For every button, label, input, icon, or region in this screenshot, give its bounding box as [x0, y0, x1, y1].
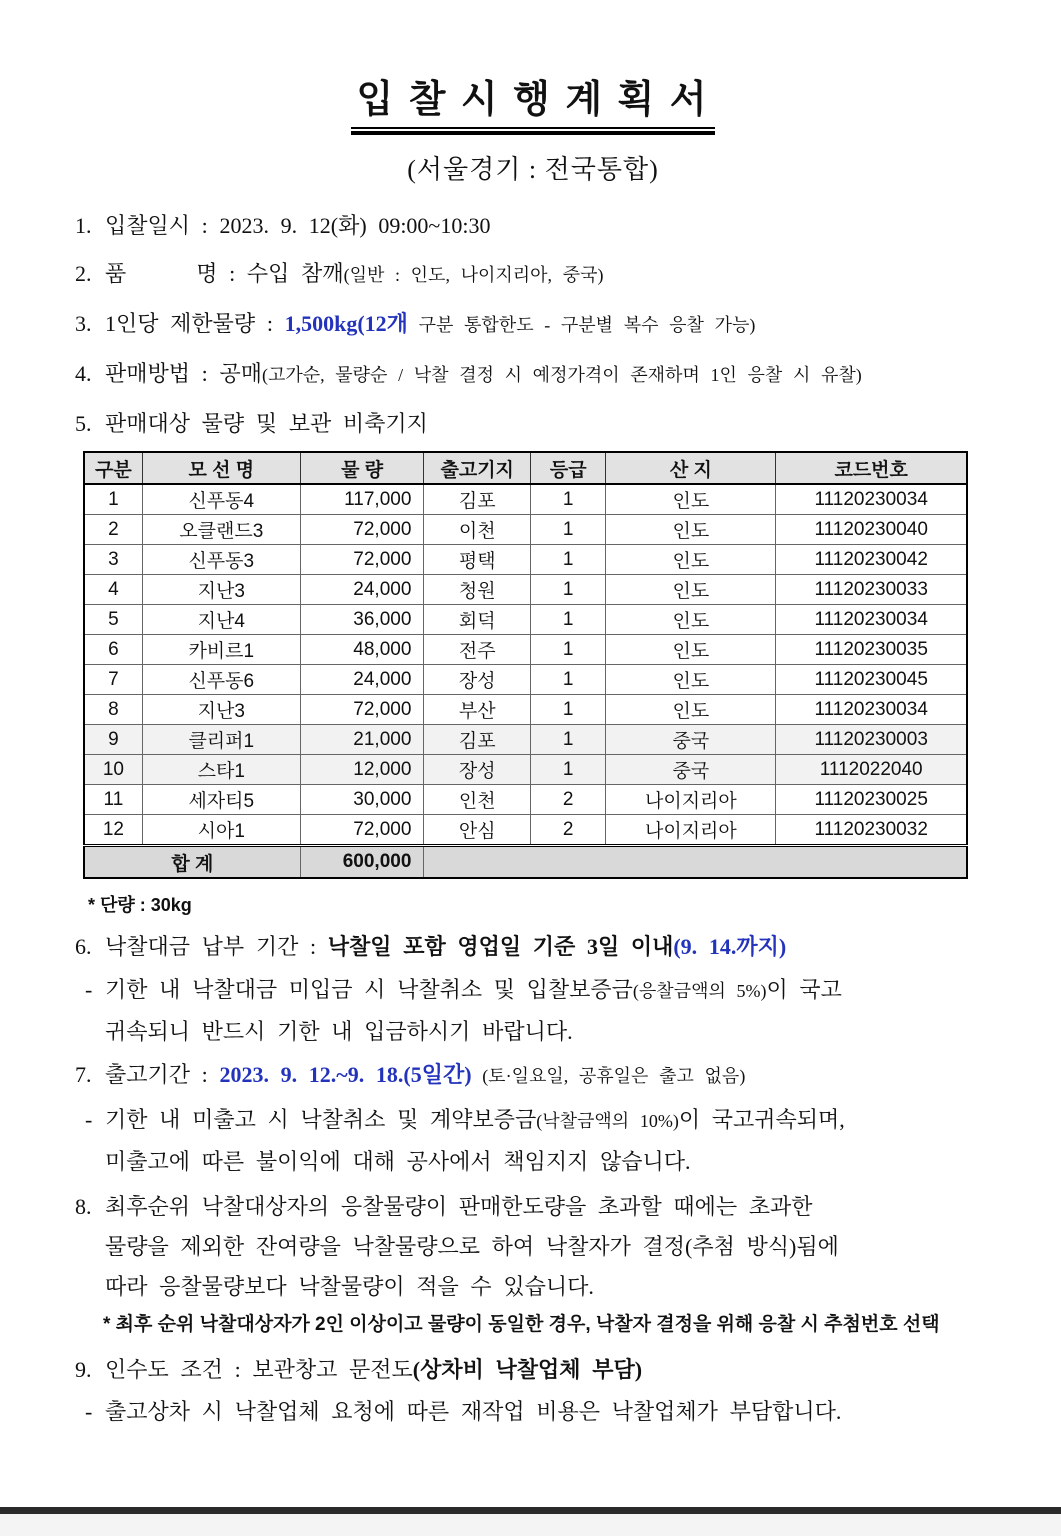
page-bottom-edge [0, 1507, 1061, 1514]
table-cell: 11120230035 [776, 635, 967, 665]
table-cell: 1 [531, 545, 606, 575]
deposit-rate: (응찰금액의 5%) [632, 981, 767, 1001]
table-cell: 72,000 [300, 545, 424, 575]
table-cell: 11120230042 [776, 545, 967, 575]
page-subtitle: (서울경기 : 전국통합) [407, 155, 659, 184]
product-name-detail: (일반 : 인도, 나이지리아, 중국) [343, 265, 604, 285]
table-cell: 1 [531, 605, 606, 635]
table-row [84, 575, 967, 605]
table-cell: 신푸동3 [142, 545, 300, 575]
table-cell: 인도 [606, 635, 776, 665]
release-warning-tail: 이 국고귀속되며, [678, 1107, 845, 1132]
sale-method-detail: (고가순, 물량순 / 낙찰 결정 시 예정가격이 존재하며 1인 응찰 시 유찰) [261, 365, 862, 385]
table-cell: 인도 [606, 695, 776, 725]
table-cell: 2 [531, 815, 606, 846]
dash-marker: - [85, 1399, 93, 1424]
table-cell: 11120230032 [776, 815, 967, 846]
table-cell: 장성 [424, 665, 531, 695]
table-cell: 1112022040 [776, 755, 967, 785]
total-label: 합 계 [84, 846, 300, 879]
table-cell: 1 [531, 665, 606, 695]
table-header-cell: 산 지 [606, 452, 776, 484]
unit-note: * 단량 : 30kg [88, 895, 192, 915]
table-header-cell: 구분 [84, 452, 142, 484]
table-cell: 11 [84, 785, 142, 815]
payment-warning-text: 기한 내 낙찰대금 미입금 시 낙찰취소 및 입찰보증금 [105, 977, 633, 1002]
release-warning-line1 [85, 1106, 991, 1135]
table-cell: 9 [84, 725, 142, 755]
table-cell: 12,000 [300, 755, 424, 785]
sale-targets-text: 판매대상 물량 및 보관 비축기지 [105, 411, 428, 436]
table-row [84, 665, 967, 695]
release-warning-text: 기한 내 미출고 시 낙찰취소 및 계약보증금 [105, 1107, 537, 1132]
quantity-limit-detail: 구분 통합한도 - 구분별 복수 응찰 가능) [407, 315, 756, 335]
item-number: 4. [75, 361, 92, 386]
payment-period-label: 낙찰대금 납부 기간 : [105, 934, 328, 959]
item-payment-period [75, 933, 991, 960]
table-cell: 7 [84, 665, 142, 695]
item-quantity-limit [75, 310, 991, 339]
cargo-table-body [84, 484, 967, 846]
item-release-period [75, 1061, 991, 1090]
table-cell: 11120230045 [776, 665, 967, 695]
delivery-condition-bold: (상차비 낙찰업체 부담) [412, 1357, 643, 1382]
table-cell: 117,000 [300, 484, 424, 515]
release-period-label: 출고기간 : [105, 1062, 220, 1087]
item-number: 2. [75, 261, 92, 286]
payment-warning-line1 [85, 976, 991, 1005]
payment-warning-line2: 귀속되니 반드시 기한 내 입금하시기 바랍니다. [105, 1019, 573, 1044]
table-cell: 11120230003 [776, 725, 967, 755]
cargo-table [83, 451, 968, 879]
table-cell: 3 [84, 545, 142, 575]
table-cell: 11120230040 [776, 515, 967, 545]
table-cell: 5 [84, 605, 142, 635]
table-cell: 시아1 [142, 815, 300, 846]
table-cell: 1 [84, 484, 142, 515]
payment-warning-tail: 이 국고 [766, 977, 842, 1002]
table-cell: 지난3 [142, 695, 300, 725]
dash-marker: - [85, 1107, 93, 1132]
table-cell: 1 [531, 515, 606, 545]
item-number: 8. [75, 1194, 92, 1219]
table-cell: 인도 [606, 484, 776, 515]
table-row [84, 725, 967, 755]
table-cell: 안심 [424, 815, 531, 846]
item-bid-datetime [75, 212, 991, 239]
table-cell: 1 [531, 635, 606, 665]
table-cell: 회덕 [424, 605, 531, 635]
product-name-text: 품 명 : 수입 참깨 [105, 261, 344, 286]
item-number: 7. [75, 1062, 92, 1087]
table-cell: 11120230034 [776, 605, 967, 635]
page-title: 입 찰 시 행 계 획 서 [351, 68, 716, 129]
table-cell: 오클랜드3 [142, 515, 300, 545]
item-product-name [75, 260, 991, 289]
table-cell: 장성 [424, 755, 531, 785]
release-warning-line2: 미출고에 따른 불이익에 대해 공사에서 책임지지 않습니다. [105, 1149, 691, 1174]
table-cell: 1 [531, 725, 606, 755]
table-cell: 스타1 [142, 755, 300, 785]
table-row [84, 785, 967, 815]
item-sale-targets [75, 410, 991, 437]
table-row [84, 695, 967, 725]
table-cell: 72,000 [300, 695, 424, 725]
table-header-cell: 출고기지 [424, 452, 531, 484]
table-row [84, 755, 967, 785]
table-cell: 세자티5 [142, 785, 300, 815]
release-period-value: 2023. 9. 12.~9. 18.(5일간) [219, 1062, 472, 1087]
allocation-rule-line1: 최후순위 낙찰대상자의 응찰물량이 판매한도량을 초과할 때에는 초과한 [105, 1194, 813, 1219]
table-row [84, 605, 967, 635]
bid-datetime-text: 입찰일시 : 2023. 9. 12(화) 09:00~10:30 [105, 213, 491, 238]
payment-deadline: (9. 14.까지) [673, 934, 787, 959]
table-cell: 6 [84, 635, 142, 665]
table-header-cell: 물 량 [300, 452, 424, 484]
table-cell: 1 [531, 484, 606, 515]
table-cell: 인도 [606, 665, 776, 695]
table-cell: 클리퍼1 [142, 725, 300, 755]
table-cell: 부산 [424, 695, 531, 725]
table-cell: 인도 [606, 575, 776, 605]
item-allocation-rule [75, 1193, 991, 1220]
table-cell: 김포 [424, 725, 531, 755]
dash-marker: - [85, 977, 93, 1002]
table-cell: 인도 [606, 515, 776, 545]
table-cell: 11120230034 [776, 695, 967, 725]
table-header-row [84, 452, 967, 484]
table-cell: 8 [84, 695, 142, 725]
table-cell: 24,000 [300, 575, 424, 605]
table-cell: 중국 [606, 755, 776, 785]
table-cell: 김포 [424, 484, 531, 515]
title-underline [351, 68, 716, 135]
delivery-cost-line [85, 1398, 991, 1425]
table-cell: 72,000 [300, 815, 424, 846]
total-value: 600,000 [300, 846, 424, 879]
table-cell: 인도 [606, 545, 776, 575]
sale-method-text: 판매방법 : 공매 [105, 361, 262, 386]
table-header-cell: 코드번호 [776, 452, 967, 484]
table-cell: 나이지리아 [606, 815, 776, 846]
table-cell: 1 [531, 755, 606, 785]
table-total-row [84, 846, 967, 879]
table-cell: 1 [531, 575, 606, 605]
viewer-background [0, 1514, 1061, 1536]
table-cell: 72,000 [300, 515, 424, 545]
delivery-cost-text: 출고상차 시 낙찰업체 요청에 따른 재작업 비용은 낙찰업체가 부담합니다. [105, 1399, 842, 1424]
table-row [84, 545, 967, 575]
table-header-cell: 모 선 명 [142, 452, 300, 484]
table-row [84, 484, 967, 515]
item-number: 6. [75, 934, 92, 959]
table-cell: 지난4 [142, 605, 300, 635]
table-cell: 카비르1 [142, 635, 300, 665]
table-cell: 11120230033 [776, 575, 967, 605]
total-empty-cell [424, 846, 967, 879]
table-cell: 전주 [424, 635, 531, 665]
table-cell: 신푸동6 [142, 665, 300, 695]
table-cell: 24,000 [300, 665, 424, 695]
item-number: 5. [75, 411, 92, 436]
table-cell: 인천 [424, 785, 531, 815]
contract-deposit-rate: (낙찰금액의 10%) [536, 1111, 679, 1131]
quantity-limit-value: 1,500kg(12개 [284, 311, 408, 336]
title-block [75, 68, 991, 135]
table-cell: 나이지리아 [606, 785, 776, 815]
table-cell: 1 [531, 695, 606, 725]
table-cell: 11120230034 [776, 484, 967, 515]
table-cell: 48,000 [300, 635, 424, 665]
table-row [84, 635, 967, 665]
item-number: 3. [75, 311, 92, 336]
table-cell: 평택 [424, 545, 531, 575]
item-delivery-condition [75, 1356, 991, 1383]
table-cell: 2 [531, 785, 606, 815]
table-cell: 12 [84, 815, 142, 846]
table-cell: 이천 [424, 515, 531, 545]
allocation-rule-line3: 따라 응찰물량보다 낙찰물량이 적을 수 있습니다. [105, 1274, 594, 1299]
item-number: 9. [75, 1357, 92, 1382]
lottery-note: * 최후 순위 낙찰대상자가 2인 이상이고 물량이 동일한 경우, 낙찰자 결정을 위해 응찰 시 추첨번호 선택 [103, 1314, 940, 1335]
table-cell: 30,000 [300, 785, 424, 815]
allocation-rule-line2: 물량을 제외한 잔여량을 낙찰물량으로 하여 낙찰자가 결정(추첨 방식)됨에 [105, 1234, 839, 1259]
table-row [84, 515, 967, 545]
item-number: 1. [75, 213, 92, 238]
item-sale-method [75, 360, 991, 389]
table-cell: 지난3 [142, 575, 300, 605]
table-cell: 청원 [424, 575, 531, 605]
table-cell: 2 [84, 515, 142, 545]
table-cell: 21,000 [300, 725, 424, 755]
table-cell: 11120230025 [776, 785, 967, 815]
table-cell: 10 [84, 755, 142, 785]
table-cell: 중국 [606, 725, 776, 755]
table-row [84, 815, 967, 846]
table-header-cell: 등급 [531, 452, 606, 484]
delivery-condition-text: 인수도 조건 : 보관창고 문전도 [105, 1357, 413, 1382]
release-period-detail: (토·일요일, 공휴일은 출고 없음) [471, 1066, 746, 1086]
table-cell: 신푸동4 [142, 484, 300, 515]
quantity-limit-label: 1인당 제한물량 : [105, 311, 285, 336]
payment-period-value: 낙찰일 포함 영업일 기준 3일 이내 [327, 934, 674, 959]
table-cell: 인도 [606, 605, 776, 635]
table-cell: 36,000 [300, 605, 424, 635]
table-cell: 4 [84, 575, 142, 605]
